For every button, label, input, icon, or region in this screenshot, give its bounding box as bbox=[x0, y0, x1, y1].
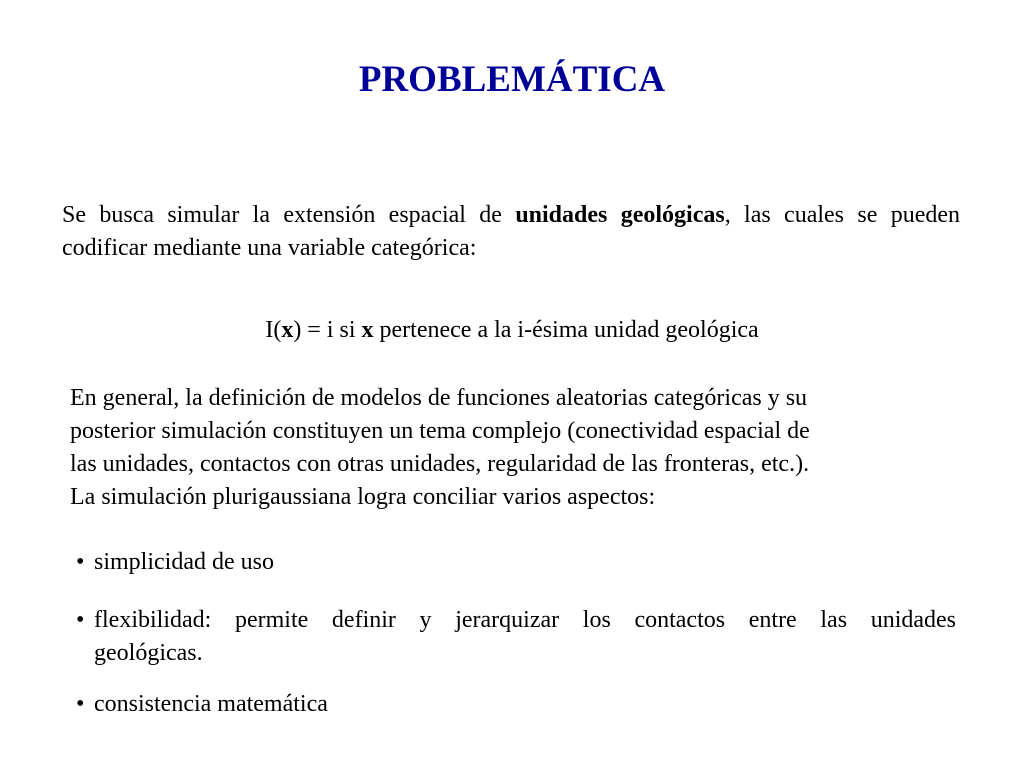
bullet-item-consistency bbox=[76, 688, 936, 721]
formula-part-1: I( bbox=[265, 317, 282, 343]
bullet-text: simplicidad de uso bbox=[94, 549, 274, 575]
formula-part-2: ) = i si bbox=[293, 317, 362, 343]
general-line-3: las unidades, contactos con otras unidades, regularidad de las fronteras, etc.). bbox=[70, 451, 810, 477]
bullet-item-simplicity bbox=[76, 546, 936, 579]
formula-variable-x-2: x bbox=[361, 317, 374, 343]
bullet-icon: • bbox=[76, 549, 85, 575]
slide-title: PROBLEMÁTICA bbox=[358, 59, 666, 100]
formula-part-3: pertenece a la i-ésima unidad geológica bbox=[373, 317, 759, 343]
formula-variable-x: x bbox=[281, 317, 294, 343]
general-line-2: posterior simulación constituyen un tema complejo (conectividad espacial de bbox=[70, 418, 810, 444]
indicator-formula bbox=[0, 314, 1024, 347]
bullet-line-1 bbox=[76, 604, 956, 637]
general-line-1: En general, la definición de modelos de funciones aleatorias categóricas y su bbox=[70, 385, 808, 411]
intro-text-after: , las cuales se pueden codificar mediante una variable categórica: bbox=[62, 202, 961, 261]
bullet-icon: • bbox=[76, 607, 85, 633]
intro-text-before: Se busca simular la extensión espacial de bbox=[62, 202, 516, 228]
general-line-4: La simulación plurigaussiana logra conciliar varios aspectos: bbox=[70, 484, 656, 510]
general-paragraph bbox=[70, 382, 965, 514]
intro-paragraph bbox=[62, 199, 960, 265]
bullet-text: consistencia matemática bbox=[94, 691, 328, 717]
bullet-item-flexibility bbox=[76, 604, 956, 670]
intro-bold-term: unidades geológicas bbox=[515, 202, 725, 228]
bullet-text: flexibilidad: permite definir y jerarquizar los contactos entre las unidades bbox=[94, 607, 956, 633]
bullet-icon: • bbox=[76, 691, 85, 717]
bullet-line-2: geológicas. bbox=[94, 640, 203, 666]
